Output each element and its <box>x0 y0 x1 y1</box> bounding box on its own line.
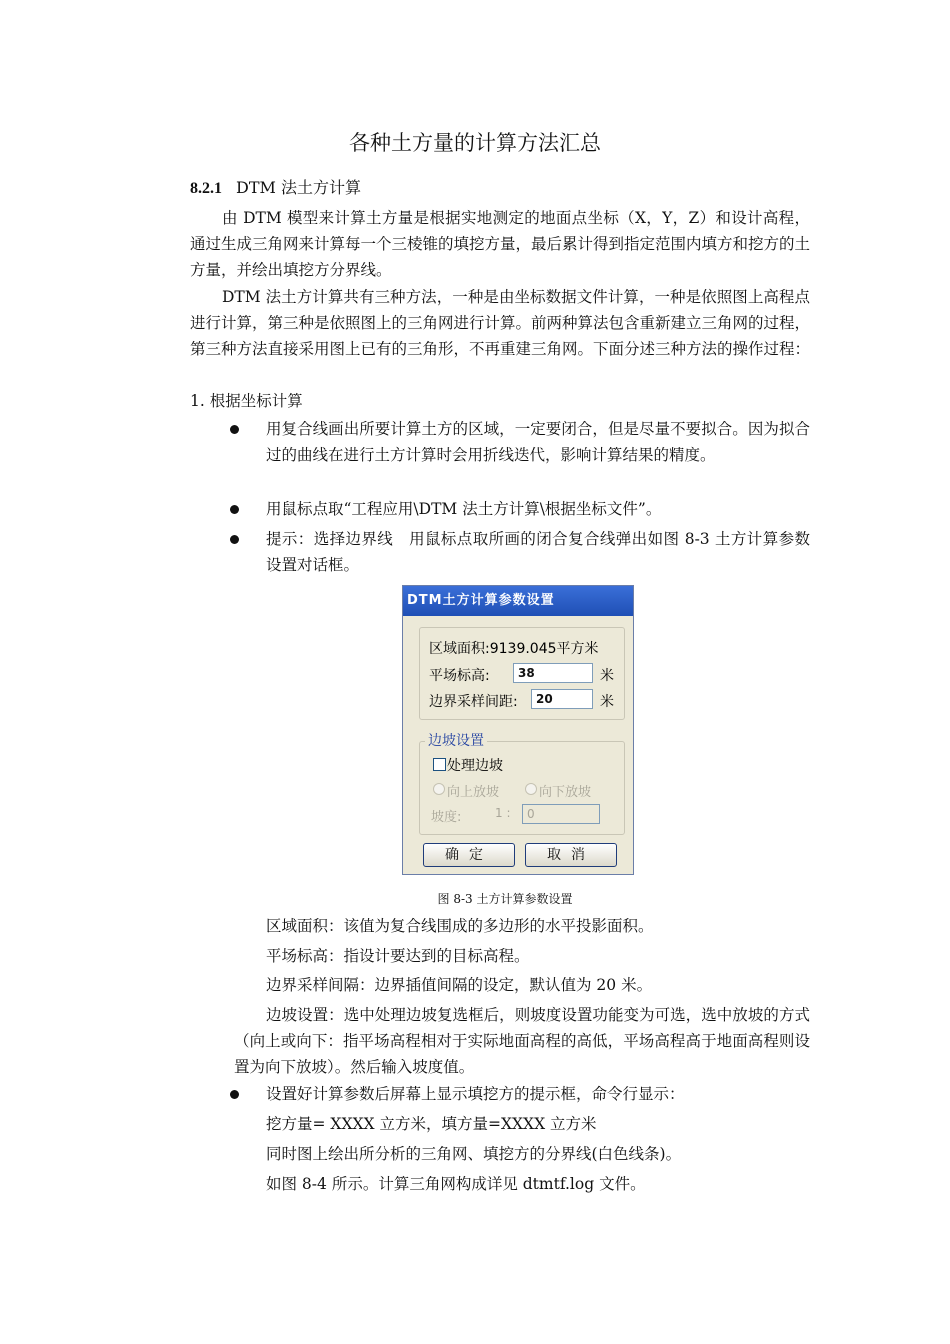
interval-label: 边界采样间距: <box>429 694 518 710</box>
level-input[interactable]: 38 <box>513 663 593 683</box>
list-heading-1: 1. 根据坐标计算 <box>190 392 303 410</box>
section-heading <box>190 175 361 198</box>
definition-slope: 边坡设置：选中处理边坡复选框后，则坡度设置功能变为可选，选中放坡的方式（向上或向下：指平场高程相对于实际地面高程的高低，平场高程高于地面高程则设置为向下放坡）。然后输入坡度值。 <box>234 1006 810 1076</box>
section-number: 8.2.1 <box>190 180 222 197</box>
section-title: DTM 法土方计算 <box>236 178 361 197</box>
page-title: 各种土方量的计算方法汇总 <box>349 131 601 155</box>
bullet-item <box>230 526 810 578</box>
interval-unit: 米 <box>600 694 614 710</box>
definition-interval: 边界采样间隔：边界插值间隔的设定，默认值为 20 米。 <box>266 976 653 994</box>
radio-up[interactable] <box>433 783 445 795</box>
bullet-text: 设置好计算参数后屏幕上显示填挖方的提示框，命令行显示： <box>266 1085 685 1103</box>
cancel-button[interactable]: 取消 <box>525 843 617 867</box>
area-label: 区域面积:9139.045平方米 <box>429 641 599 657</box>
ok-button[interactable]: 确定 <box>423 843 515 867</box>
grade-label: 坡度: <box>431 810 462 825</box>
dialog-title: DTM土方计算参数设置 <box>403 586 633 616</box>
bullet-item <box>230 496 810 522</box>
paragraph-intro: 由 DTM 模型来计算土方量是根据实地测定的地面点坐标（X，Y，Z）和设计高程，通过生成三角网来计算每一个三棱锥的填挖方量，最后累计得到指定范围内填方和挖方的土方量，并绘出填挖方分界线。 <box>190 209 811 279</box>
text-line: 如图 8-4 所示。计算三角网构成详见 dtmtf.log 文件。 <box>266 1175 646 1193</box>
text-line: 同时图上绘出所分析的三角网、填挖方的分界线(白色线条)。 <box>266 1145 682 1163</box>
bullet-text: 用复合线画出所要计算土方的区域，一定要闭合，但是尽量不要拟合。因为拟合过的曲线在进行土方计算时会用折线迭代，影响计算结果的精度。 <box>266 420 810 464</box>
level-unit: 米 <box>600 668 614 684</box>
slope-group-label: 边坡设置 <box>425 730 487 750</box>
bullet-text: 提示：选择边界线 用鼠标点取所画的闭合复合线弹出如图 8-3 土方计算参数设置对话框。 <box>266 530 810 574</box>
dtm-parameter-dialog <box>402 585 634 875</box>
definition-level: 平场标高：指设计要达到的目标高程。 <box>266 947 530 965</box>
result-line: 挖方量= XXXX 立方米，填方量=XXXX 立方米 <box>266 1115 597 1133</box>
definition-area: 区域面积：该值为复合线围成的多边形的水平投影面积。 <box>266 917 654 935</box>
bullet-dot <box>230 1090 239 1099</box>
bullet-text: 用鼠标点取“工程应用\DTM 法土方计算\根据坐标文件”。 <box>266 500 662 518</box>
bullet-item <box>230 416 810 468</box>
grade-ratio: 1 : <box>495 806 511 820</box>
slope-checkbox[interactable] <box>433 758 446 771</box>
bullet-dot <box>230 535 239 544</box>
radio-down[interactable] <box>525 783 537 795</box>
radio-up-label: 向上放坡 <box>447 785 500 800</box>
grade-input[interactable]: 0 <box>522 804 600 824</box>
figure-caption: 图 8-3 土方计算参数设置 <box>437 892 573 906</box>
interval-input[interactable]: 20 <box>531 689 593 709</box>
paragraph-methods: DTM 法土方计算共有三种方法，一种是由坐标数据文件计算，一种是依照图上高程点进行计算，第三种是依照图上的三角网进行计算。前两种算法包含重新建立三角网的过程，第三种方法直接采用图上已有的三角形，不再重建三角网。下面分述三种方法的操作过程： <box>190 288 811 358</box>
bullet-item <box>230 1081 810 1107</box>
slope-checkbox-label: 处理边坡 <box>447 758 503 774</box>
bullet-dot <box>230 425 239 434</box>
bullet-dot <box>230 505 239 514</box>
radio-down-label: 向下放坡 <box>539 785 592 800</box>
level-label: 平场标高: <box>429 668 490 684</box>
